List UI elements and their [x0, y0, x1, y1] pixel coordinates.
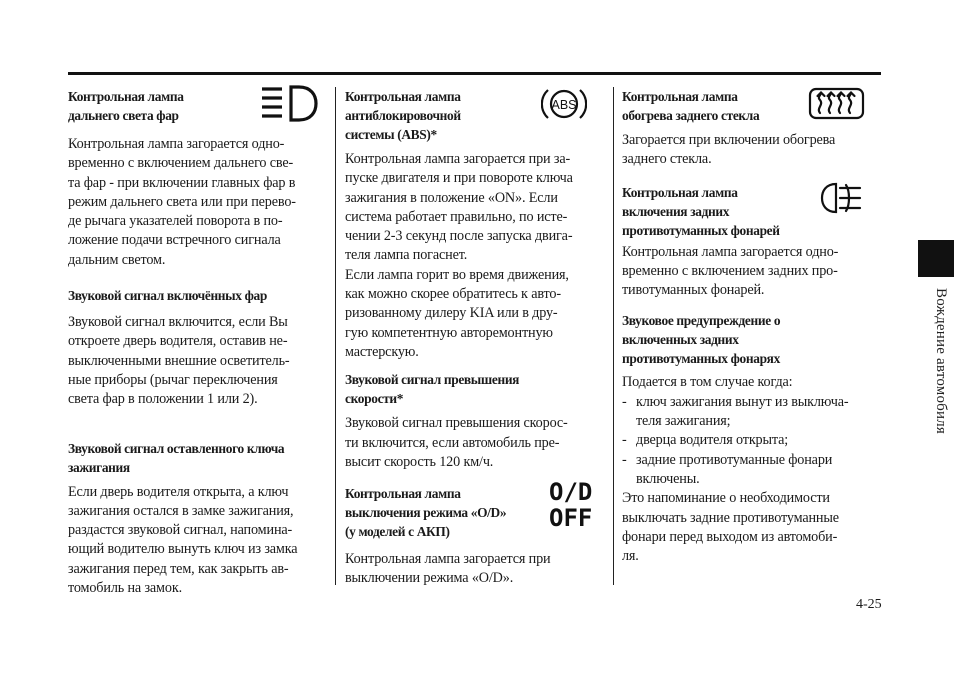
section-intro: Подается в том случае когда:	[622, 374, 793, 391]
rear-defroster-icon	[808, 87, 866, 121]
section-title: Звуковой сигнал оставленного ключа зажигания	[68, 440, 285, 475]
section-body: Если дверь водителя открыта, а ключ зажигания остался в замке зажигания, раздастся звуковой сигнал, напомина- ющий водителю вынуть ключ из замка зажигания перед тем, как закрыть ав- томобиль на замок.	[68, 483, 298, 597]
column-divider-1	[335, 87, 336, 585]
section-rear-fog	[622, 183, 874, 240]
section-title: Звуковой сигнал включённых фар	[68, 288, 267, 304]
section-body: Звуковой сигнал включится, если Вы откроете дверь водителя, оставив не- выключенными внешние осветитель- ные приборы (рычаг переключения света фар в положении 1 или 2).	[68, 314, 290, 408]
section-od-off	[345, 478, 607, 541]
section-rear-defroster	[622, 87, 874, 125]
section-body: Контрольная лампа загорается при выключении режима «O/D».	[345, 551, 551, 587]
section-title: Контрольная лампа дальнего света фар	[68, 89, 184, 123]
section-title: Контрольная лампа антиблокировочной системы (ABS)*	[345, 89, 461, 142]
page-number: 4-25	[856, 597, 882, 612]
section-body: Контрольная лампа загорается при за- пуске двигателя и при повороте ключа зажигания в положение «ON». Если система работает правильно, по исте- чении 2-3 секунд после запуска двига- теля лампа погаснет. Если лампа горит во время движения, как можно скорее обратитесь к авто- ризованному дилеру KIA или в дру- гую компетентную авторемонтную мастерскую.	[345, 151, 573, 360]
top-rule	[68, 72, 881, 75]
section-title: Звуковое предупреждение о включенных задних противотуманных фонарях	[622, 313, 781, 367]
list-item: - задние противотуманные фонари включены.	[622, 451, 833, 487]
section-title: Контрольная лампа выключения режима «O/D» (у моделей с АКП)	[345, 486, 507, 540]
list-item: - ключ зажигания вынут из выключа- теля зажигания;	[622, 393, 849, 430]
conditions-list	[622, 393, 874, 489]
column-2	[345, 87, 607, 589]
section-title: Контрольная лампа включения задних противотуманных фонарей	[622, 184, 780, 238]
section-body: Контрольная лампа загорается одно- временно с включением задних про- тивотуманных фонарей.	[622, 243, 839, 299]
section-title: Звуковой сигнал превышения скорости*	[345, 372, 520, 407]
section-title: Контрольная лампа обогрева заднего стекла	[622, 89, 760, 123]
rear-fog-lamp-icon	[820, 181, 864, 217]
section-abs	[345, 87, 607, 144]
list-item: - дверца водителя открыта;	[622, 432, 789, 449]
abs-icon	[541, 84, 587, 124]
section-body: Контрольная лампа загорается одно- временно с включением дальнего све- та фар - при включении главных фар в режим дальнего света или при перево- де рычага указателей поворота в по- ложение подачи встречного сигнала дальним светом.	[68, 136, 296, 268]
high-beam-icon	[260, 84, 318, 124]
chapter-side-label: Вождение автомобиля	[933, 288, 949, 435]
column-divider-2	[613, 87, 614, 585]
section-body: Загорается при включении обогрева заднего стекла.	[622, 132, 836, 168]
section-body: Это напоминание о необходимости выключать задние противотуманные фонари перед выходом из автомоби- ля.	[622, 490, 839, 565]
column-1	[68, 87, 326, 598]
column-3	[622, 87, 874, 566]
svg-text:ABS: ABS	[551, 98, 577, 112]
section-body: Звуковой сигнал превышения скорос- ти включится, если автомобиль пре- высит скорость 120 км/ч.	[345, 415, 568, 470]
chapter-tab-marker	[918, 240, 954, 277]
section-high-beam	[68, 87, 326, 125]
od-off-icon: O/D OFF	[549, 478, 593, 533]
